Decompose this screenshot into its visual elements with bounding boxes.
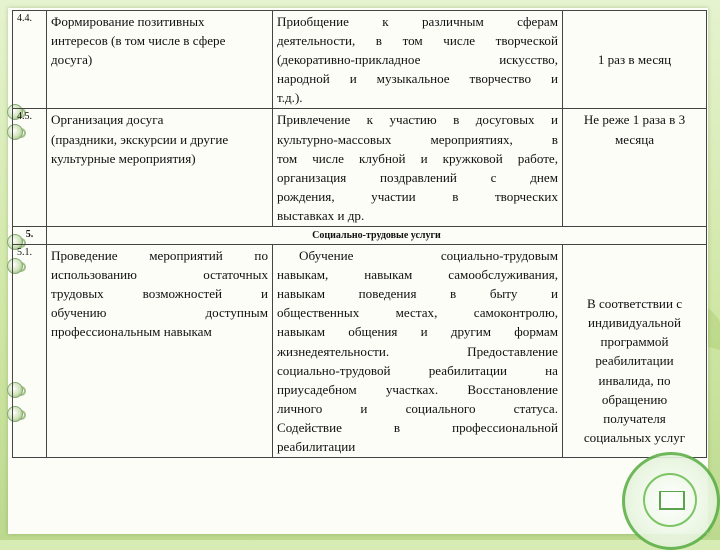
emblem-inner-ring: [643, 473, 697, 527]
service-name-cell: [47, 109, 273, 227]
text-line: народной и музыкальное творчество и: [277, 71, 558, 87]
text-line: жизнедеятельности. Предоставление: [277, 343, 558, 359]
section-title: Социально-трудовые услуги: [47, 227, 707, 245]
service-description-cell: [273, 245, 563, 458]
text-line: программой: [600, 334, 669, 350]
text-line: общественных местах, самоконтролю,: [277, 305, 558, 321]
services-table: [12, 10, 707, 458]
text-line: навыкам, навыкам самообслуживания,: [277, 267, 558, 283]
text-line: приусадебном участках. Восстановление: [277, 381, 558, 397]
text-line: том числе клубной и кружковой работе,: [277, 150, 558, 166]
service-description-cell: [273, 11, 563, 109]
text-line: обучению доступным: [51, 305, 268, 321]
emblem-seal-icon: [622, 452, 720, 550]
frequency-cell: [563, 109, 707, 227]
text-line: социальных услуг: [583, 429, 686, 445]
row-number: 4.5.: [13, 109, 47, 227]
text-line: Проведение мероприятий по: [51, 248, 268, 264]
text-line: реабилитации: [277, 438, 356, 454]
text-line: деятельности, в том числе творческой: [277, 33, 558, 49]
text-line: Приобщение к различным сферам: [277, 14, 558, 29]
text-line: 1 раз в месяц: [597, 52, 672, 68]
text-line: выставках и др.: [277, 207, 365, 223]
text-line: Привлечение к участию в досуговых и: [277, 112, 558, 128]
text-line: В соответствии с: [586, 296, 683, 312]
table-row: [13, 11, 707, 109]
text-line: т.д.).: [277, 90, 303, 106]
table-row: [13, 109, 707, 227]
text-line: получателя: [603, 410, 666, 426]
text-line: навыкам поведения в быту и: [277, 286, 558, 302]
text-line: (праздники, экскурсии и другие: [51, 131, 229, 147]
section-row: [13, 227, 707, 245]
text-line: Содействие в профессиональной: [277, 419, 558, 435]
text-line: Формирование позитивных: [51, 14, 205, 29]
row-number: 5.1.: [13, 245, 47, 458]
service-description-cell: [273, 109, 563, 227]
text-line: обращению: [601, 391, 668, 407]
service-name-cell: [47, 245, 273, 458]
text-line: рождения, участии в творческих: [277, 188, 558, 204]
text-line: использованию остаточных: [51, 267, 268, 283]
table-row: [13, 245, 707, 458]
frequency-cell: [563, 11, 707, 109]
text-line: трудовых возможностей и: [51, 286, 268, 302]
text-line: социально-трудовой реабилитации на: [277, 362, 558, 378]
frequency-cell: [563, 245, 707, 458]
text-line: месяца: [614, 131, 655, 147]
text-line: досуга): [51, 52, 93, 68]
row-number: 4.4.: [13, 11, 47, 109]
text-line: Организация досуга: [51, 112, 164, 128]
text-line: индивидуальной: [588, 315, 681, 331]
book-icon: [659, 491, 685, 510]
text-line: интересов (в том числе в сфере: [51, 33, 226, 49]
service-name-cell: [47, 11, 273, 109]
text-line: (декоративно-прикладное искусство,: [277, 52, 558, 68]
text-line: реабилитации: [595, 353, 674, 369]
text-line: культурно-массовых мероприятиях, в: [277, 131, 558, 147]
section-number: 5.: [13, 227, 47, 245]
text-line: профессиональным навыкам: [51, 324, 212, 340]
text-line: Обучение социально-трудовым: [299, 248, 558, 264]
text-line: культурные мероприятия): [51, 150, 196, 166]
text-line: инвалида, по: [598, 372, 671, 388]
text-line: Не реже 1 раза в 3: [583, 112, 686, 128]
text-line: личного и социального статуса.: [277, 400, 558, 416]
text-line: навыкам общения и другим формам: [277, 324, 558, 340]
text-line: организация поздравлений с днем: [277, 169, 558, 185]
